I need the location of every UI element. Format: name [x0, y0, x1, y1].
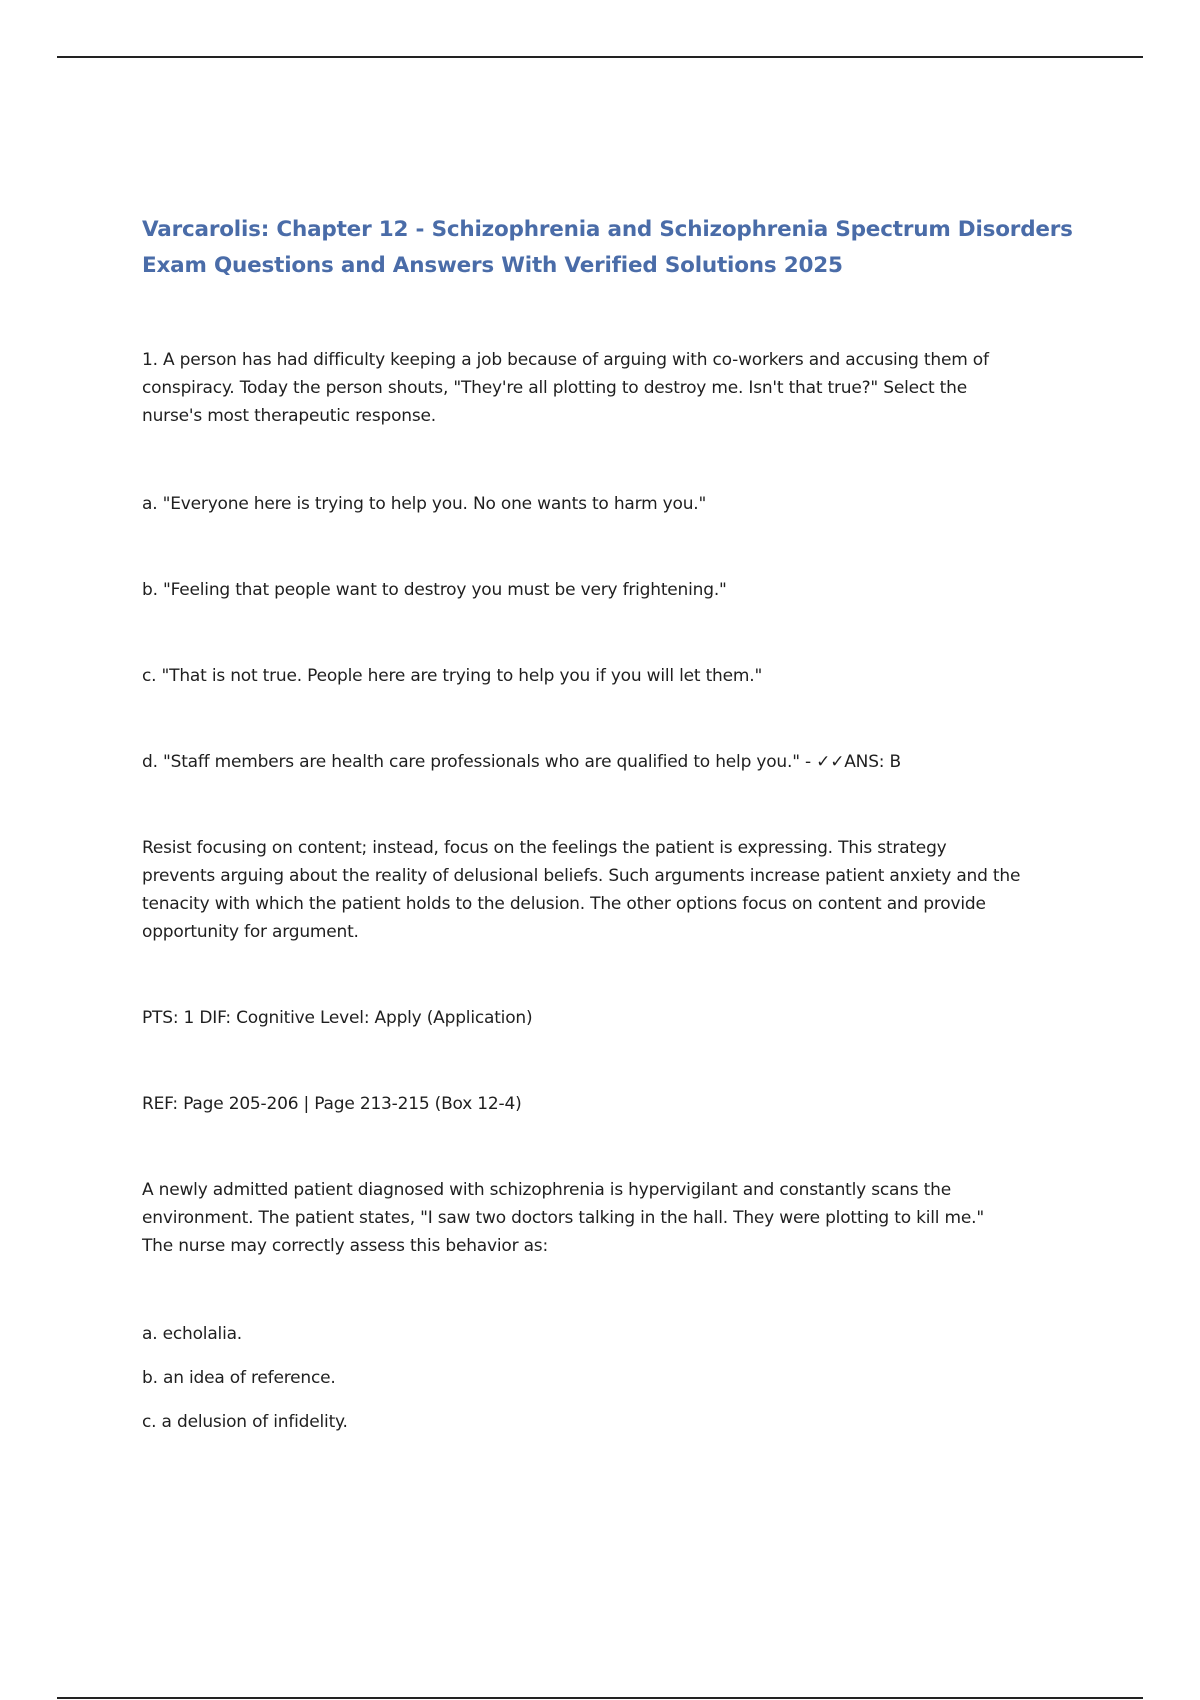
- question-1-option-c: c. "That is not true. People here are trying to help you if you will let them.": [142, 666, 763, 686]
- title-line-2: Exam Questions and Answers With Verified Solutions 2025: [142, 253, 843, 278]
- question-1-option-d-with-answer: d. "Staff members are health care professionals who are qualified to help you." - ✓✓ANS: B: [142, 752, 901, 772]
- question-2-stem-line: A newly admitted patient diagnosed with schizophrenia is hypervigilant and constantly scans the: [142, 1180, 951, 1200]
- top-rule: [57, 56, 1143, 58]
- question-1-stem: [142, 346, 1072, 430]
- rationale-line: Resist focusing on content; instead, focus on the feelings the patient is expressing. This strategy: [142, 838, 947, 858]
- rationale-line: tenacity with which the patient holds to the delusion. The other options focus on content and provide: [142, 894, 986, 914]
- question-1-rationale: [142, 834, 1072, 946]
- bottom-rule: [57, 1697, 1143, 1699]
- question-2-stem-line: The nurse may correctly assess this behavior as:: [142, 1236, 548, 1256]
- document-page: [142, 212, 1072, 1436]
- question-1-stem-line: 1. A person has had difficulty keeping a job because of arguing with co-workers and accusing them of: [142, 350, 989, 370]
- question-1-option-b: b. "Feeling that people want to destroy you must be very frightening.": [142, 580, 727, 600]
- question-2-option-b: b. an idea of reference.: [142, 1368, 336, 1388]
- question-2-stem-line: environment. The patient states, "I saw two doctors talking in the hall. They were plotting to kill me.": [142, 1208, 984, 1228]
- question-2-stem: [142, 1176, 1072, 1260]
- question-2-option-a: a. echolalia.: [142, 1324, 243, 1344]
- rationale-line: opportunity for argument.: [142, 922, 359, 942]
- question-1-stem-line: conspiracy. Today the person shouts, "They're all plotting to destroy me. Isn't that true?" Select the: [142, 378, 967, 398]
- question-1-ref: REF: Page 205-206 | Page 213-215 (Box 12-4): [142, 1094, 522, 1114]
- question-1-pts: PTS: 1 DIF: Cognitive Level: Apply (Application): [142, 1008, 533, 1028]
- document-title: [142, 212, 1072, 284]
- rationale-line: prevents arguing about the reality of delusional beliefs. Such arguments increase patient anxiety and the: [142, 866, 1021, 886]
- title-line-1: Varcarolis: Chapter 12 - Schizophrenia and Schizophrenia Spectrum Disorders: [142, 217, 1073, 242]
- question-1-option-a: a. "Everyone here is trying to help you. No one wants to harm you.": [142, 494, 707, 514]
- question-2-option-c: c. a delusion of infidelity.: [142, 1412, 348, 1432]
- question-1-stem-line: nurse's most therapeutic response.: [142, 406, 436, 426]
